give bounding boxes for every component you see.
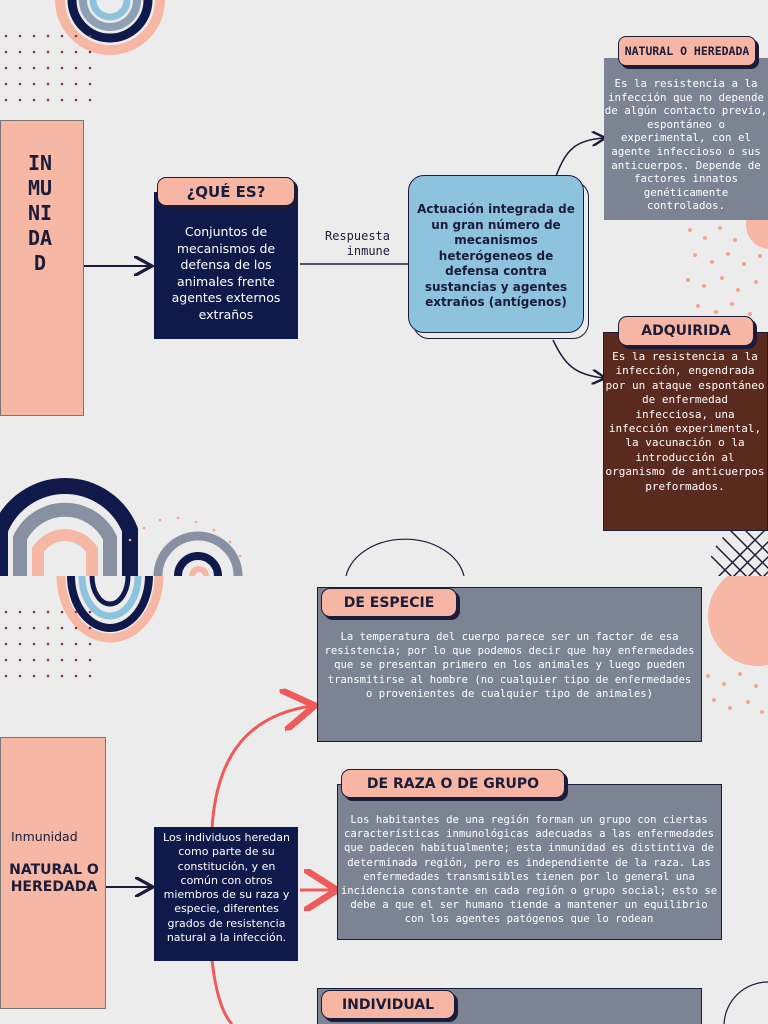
center-text: Actuación integrada de un gran número de mecanismos heterógeneos de defensa contra sustancias y agentes extraños (antígenos) xyxy=(417,202,575,309)
natural-text: Es la resistencia a la infección que no depende de algún contacto previo, espontáneo o experimental, con el agente infeccioso o sus anticuerpos. Depende de factores innatos genéticamente controlados. xyxy=(604,77,768,213)
side-big-label: NATURAL O HEREDADA xyxy=(9,862,99,895)
adquirida-tag: ADQUIRIDA xyxy=(618,316,754,346)
adquirida-text: Es la resistencia a la infección, engendrada por un ataque espontáneo de enfermedad infecciosa, una infección experimental, la vacunación o la introducción al organismo de anticuerpos preformados. xyxy=(605,350,765,493)
raza-tag: DE RAZA O DE GRUPO xyxy=(341,769,565,798)
especie-tag: DE ESPECIE xyxy=(321,588,457,617)
respuesta-label: Respuesta inmune xyxy=(324,229,390,258)
side-small-label: Inmunidad xyxy=(11,829,78,844)
individual-tag: INDIVIDUAL xyxy=(321,990,455,1019)
arrow-to-natural xyxy=(556,138,604,176)
especie-text: La temperatura del cuerpo parece ser un factor de esa resistencia; por lo que podemos decir que hay enfermedades que se presentan primero en los animales y luego pueden transmitirse al hombre (no cualquier tipo de enfermedades o provenientes de cualquier tipo de animales) xyxy=(324,631,695,700)
slide-natural-heredada xyxy=(0,576,768,1024)
que-es-tag: ¿QUÉ ES? xyxy=(157,177,295,206)
side-title: INMUNIDAD xyxy=(27,151,53,275)
individuos-text: Los individuos heredan como parte de su constitución, y en común con otros miembros de su raza y especie, diferentes grados de resistencia natural a la infección. xyxy=(163,831,290,945)
arrow-to-adquirida xyxy=(553,340,604,378)
natural-tag: NATURAL O HEREDADA xyxy=(618,36,756,66)
arrow-to-individual xyxy=(212,960,232,1024)
raza-text: Los habitantes de una región forman un grupo con ciertas características inmunológicas adecuadas a las enfermedades que padecen habitualmente; esta inmunidad es distintiva de determinada región, pero es independiente de la raza. Las enfermedades transmisibles tienen por lo general una incidencia constante en cada región o grupo social; esto se debe a que el ser humano tiende a mantener un equilibrio con los agentes patógenos que lo rodean xyxy=(340,814,718,926)
que-es-text: Conjuntos de mecanismos de defensa de los animales frente agentes externos extraños xyxy=(171,224,281,322)
arrow-to-especie xyxy=(212,706,312,828)
